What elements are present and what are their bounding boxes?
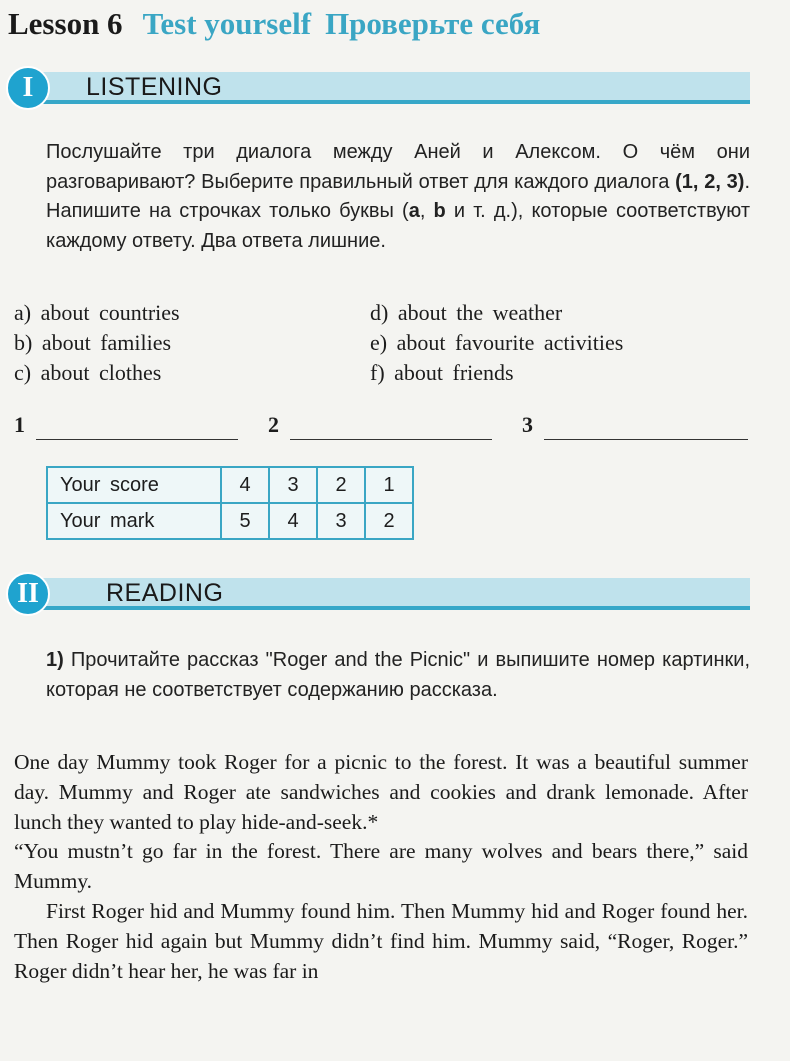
mark-cell: 2 [365,503,413,539]
instruction-text: и т. д.), которые соответствуют каждому ответу. Два ответа лишние. [46,200,750,252]
score-label: Your score [47,467,221,503]
listening-section-header [6,66,750,110]
option-b: b) about families [14,330,172,355]
mark-cell: 3 [317,503,365,539]
listening-instruction [46,138,750,256]
answer-rule [544,439,748,440]
section-title: LISTENING [86,73,223,101]
instruction-bold: (1, 2, 3) [675,170,745,193]
score-table [46,466,414,540]
option-a: a) about countries [14,300,180,325]
task-number: 1) [46,649,64,671]
score-cell: 2 [317,467,365,503]
answer-number: 2 [268,412,279,437]
story-paragraph: “You mustn’t go far in the forest. There are many wolves and bears there,” said Mummy. [14,839,748,894]
mark-cell: 4 [269,503,317,539]
option-f: f) about friends [370,360,514,385]
score-cell: 1 [365,467,413,503]
answer-rule [290,439,492,440]
option-d: d) about the weather [370,300,563,325]
mark-cell: 5 [221,503,269,539]
reading-instruction [46,646,750,705]
story-paragraph: First Roger hid and Mummy found him. Then Mummy hid and Roger found her. Then Roger hid again but Mummy didn’t find him. Mummy said, “Roger, Roger.” Roger didn’t hear her, he was far in [14,898,748,983]
reading-section-header [6,572,750,616]
instruction-text: Прочитайте рассказ "Roger and the Picnic" и выпишите номер картинки, которая не соответствует содержанию рассказа. [46,649,750,701]
answer-line-2[interactable] [268,410,492,440]
answer-line-3[interactable] [522,410,748,440]
answer-line-1[interactable] [14,410,238,440]
instruction-text: . Напишите на строчках только буквы ( [46,170,750,222]
lesson-title-russian: Проверьте себя [325,6,541,41]
instruction-text: Послушайте три диалога между Аней и Алексом. О чём они разговаривают? Выберите правильный ответ для каждого диалога [46,141,750,193]
instruction-bold: a [408,200,420,222]
instruction-text: , [419,200,434,222]
option-c: c) about clothes [14,360,162,385]
lesson-label: Lesson 6 [8,6,123,41]
instruction-bold: b [433,200,446,222]
story-text [14,748,748,986]
lesson-title-english: Test yourself [142,6,312,41]
score-cell: 4 [221,467,269,503]
answer-number: 3 [522,412,533,437]
table-row [47,503,413,539]
section-title: READING [106,579,224,607]
answer-rule [36,439,238,440]
section-number-badge: II [6,572,50,616]
section-number-badge: I [6,66,50,110]
table-row [47,467,413,503]
lesson-header [8,6,540,42]
mark-label: Your mark [47,503,221,539]
story-paragraph: One day Mummy took Roger for a picnic to the forest. It was a beautiful summer day. Mummy and Roger ate sandwiches and cookies and drank lemonade. After lunch they wanted to play hide-and-seek.* [14,750,748,834]
score-cell: 3 [269,467,317,503]
option-e: e) about favourite activities [370,330,624,355]
answer-number: 1 [14,412,25,437]
